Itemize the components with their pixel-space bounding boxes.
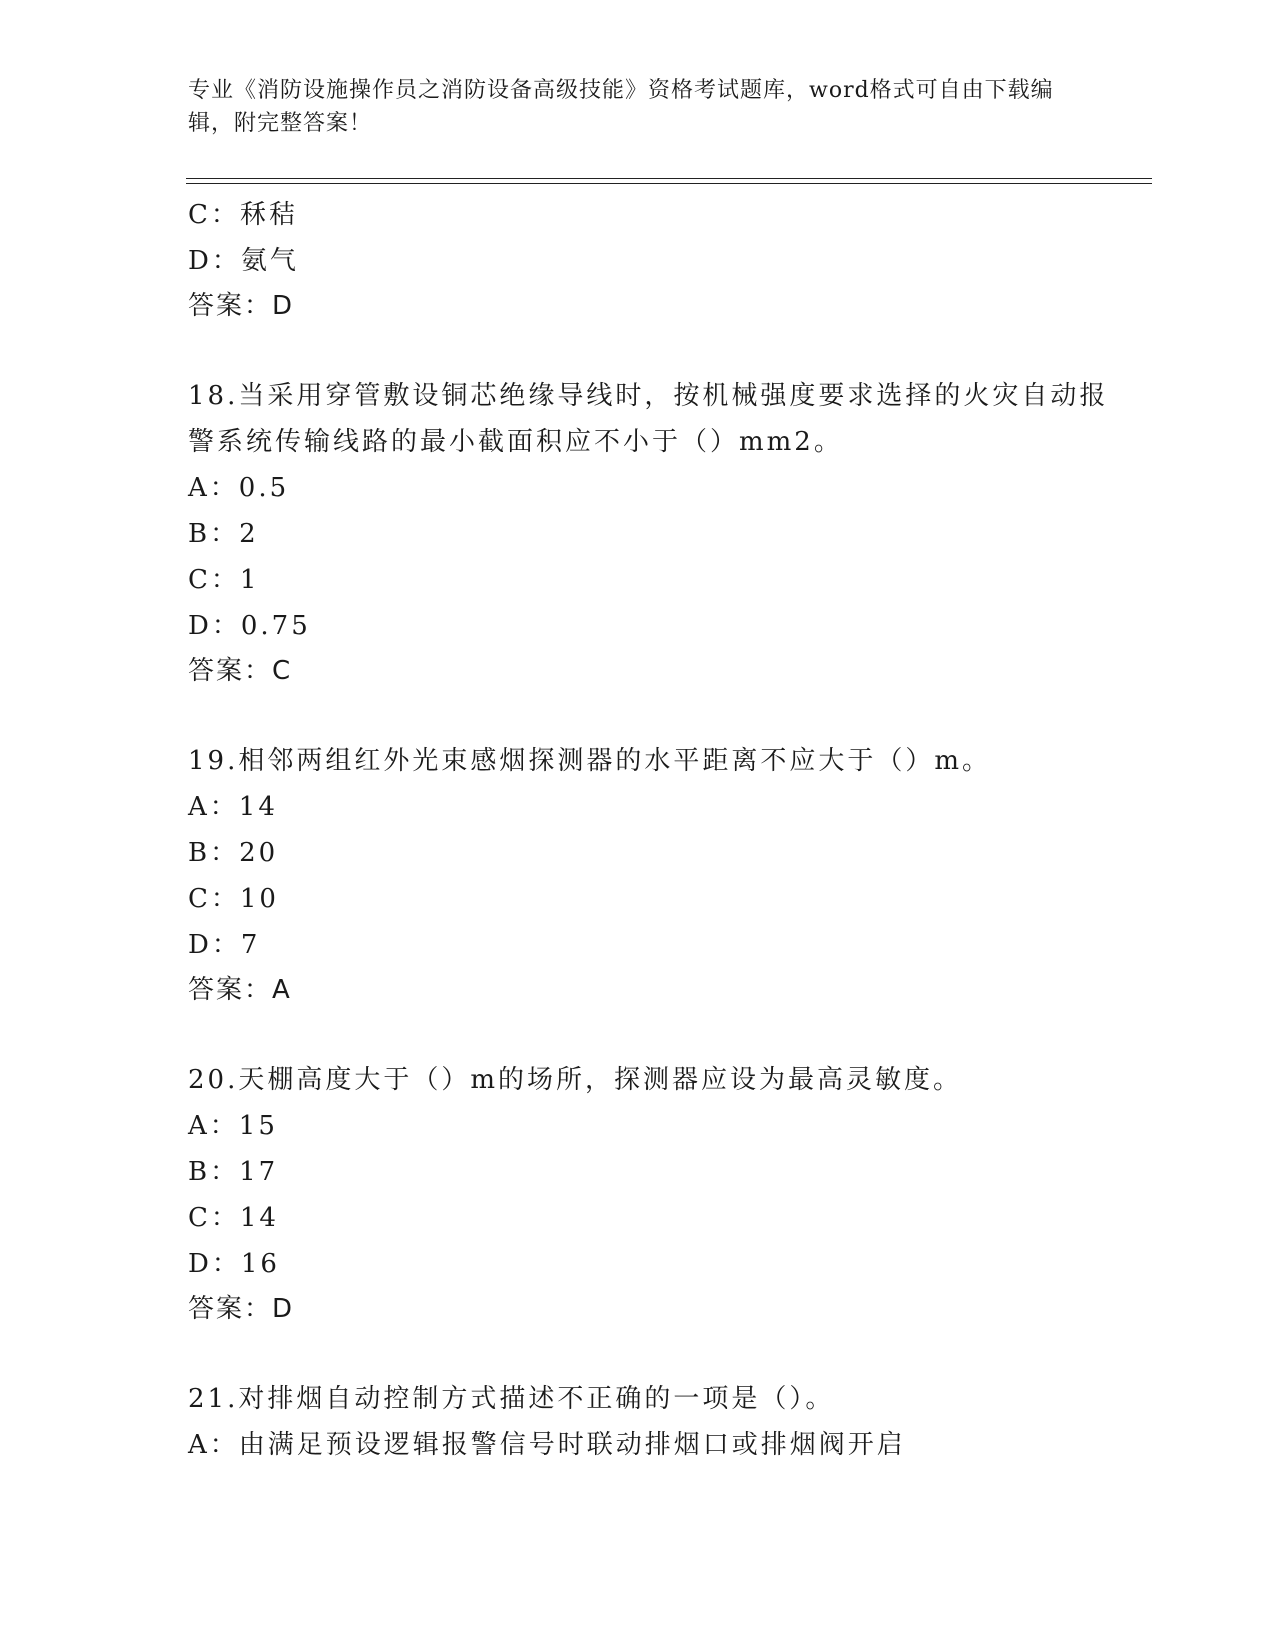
option-c: C：10 — [188, 884, 279, 914]
question-stem: 20.天棚高度大于（）m的场所，探测器应设为最高灵敏度。 — [188, 1065, 963, 1095]
option-a: A：15 — [188, 1111, 278, 1141]
question-stem: 19.相邻两组红外光束感烟探测器的水平距离不应大于（）m。 — [188, 746, 992, 776]
question-19 — [188, 738, 1118, 1013]
option-c: C：1 — [188, 565, 260, 595]
option-b: B：20 — [188, 838, 279, 868]
option-c: C：14 — [188, 1203, 279, 1233]
answer: 答案：C — [188, 656, 293, 686]
document-header: 专业《消防设施操作员之消防设备高级技能》资格考试题库，word格式可自由下载编辑，附完整答案！ — [188, 78, 1054, 136]
answer: 答案：A — [188, 975, 292, 1005]
question-17-continued — [188, 192, 1118, 329]
question-gap — [188, 1332, 1118, 1376]
option-a: A：由满足预设逻辑报警信号时联动排烟口或排烟阀开启 — [188, 1430, 906, 1460]
question-stem: 18.当采用穿管敷设铜芯绝缘导线时，按机械强度要求选择的火灾自动报警系统传输线路的最小截面积应不小于（）mm2。 — [188, 381, 1109, 457]
answer: 答案：D — [188, 291, 295, 321]
option-a: A：14 — [188, 792, 278, 822]
question-list — [188, 192, 1118, 1468]
option-d: D：0.75 — [188, 611, 311, 641]
question-gap — [188, 694, 1118, 738]
option-a: A：0.5 — [188, 473, 290, 503]
option-b: B：17 — [188, 1157, 279, 1187]
option-b: B：2 — [188, 519, 259, 549]
option-d: D：7 — [188, 930, 261, 960]
option-c: C：秝秸 — [188, 200, 298, 230]
question-18 — [188, 373, 1118, 694]
header-divider — [186, 178, 1152, 184]
question-stem: 21.对排烟自动控制方式描述不正确的一项是（）。 — [188, 1384, 835, 1414]
option-d: D：16 — [188, 1249, 280, 1279]
question-gap — [188, 1013, 1118, 1057]
question-20 — [188, 1057, 1118, 1332]
question-21 — [188, 1376, 1118, 1468]
option-d: D：氨气 — [188, 246, 299, 276]
answer: 答案：D — [188, 1294, 295, 1324]
question-gap — [188, 329, 1118, 373]
